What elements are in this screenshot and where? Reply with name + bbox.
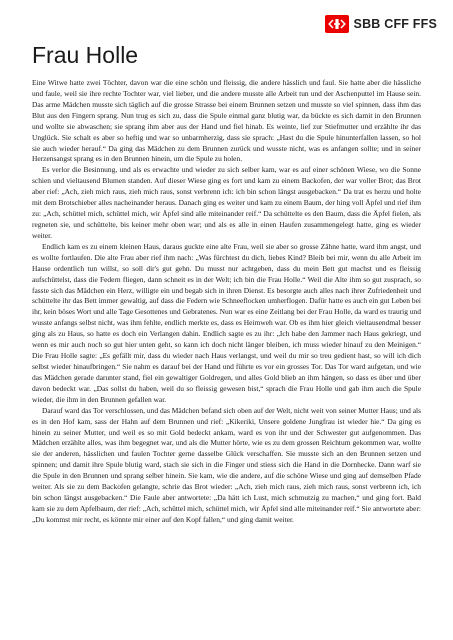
paragraph-3: Endlich kam es zu einem kleinen Haus, daraus guckte eine alte Frau, weil sie aber so grosse Zähne hatte, ward ihm angst, und es wollte fortlaufen. Die alte Frau aber rief ihm nach: „Was fürchtest du dich, liebes Kind? Bleib bei mir, wenn du alle Arbeit im Hause ordentlich tun willst, so soll dir's gut gehn. Du musst nur achtgeben, dass du mein Bett gut machst und es fleissig aufschüttelst, dass die Federn fliegen, dann schneit es in der Welt; ich bin die Frau Holle.“ Weil die Alte ihm so gut zusprach, so fasste sich das Mädchen ein Herz, willigte ein und begab sich in ihren Dienst. Es besorgte auch alles nach ihrer Zufriedenheit und schüttelte ihr das Bett immer gewaltig, auf dass die Federn wie Schneeflocken umherflogen. Dafür hatte es auch ein gut Leben bei ihr, kein böses Wort und alle Tage Gesottenes und Gebratenes. Nun war es eine Zeitlang bei der Frau Holle, da ward es traurig und wusste anfangs selbst nicht, was ihm fehlte, endlich merkte es, dass es Heimweh war. Ob es ihm hier gleich vieltausendmal besser ging als zu Haus, so hatte es doch ein Verlangen dahin. Endlich sagte es zu ihr: „Ich habe den Jammer nach Haus gekriegt, und wenn es mir auch noch so gut hier unten geht, so kann ich doch nicht länger bleiben, ich muss wieder hinauf zu den Meinigen.“ Die Frau Holle sagte: „Es gefällt mir, dass du wieder nach Haus verlangst, und weil du mir so treu gedient hast, so will ich dich selbst wieder hinaufbringen.“ Sie nahm es darauf bei der Hand und führte es vor ein grosses Tor. Das Tor ward aufgetan, und wie das Mädchen gerade darunter stand, fiel ein gewaltiger Goldregen, und alles Gold blieb an ihm hängen, so dass es über und über davon bedeckt war. „Das sollst du haben, weil du so fleissig gewesen bist,“ sprach die Frau Holle und gab ihm auch die Spule wieder, die ihm in den Brunnen gefallen war. (32, 241, 421, 404)
logo-text: SBB CFF FFS (353, 17, 437, 31)
double-arrow-icon (328, 18, 346, 30)
sbb-logo (325, 15, 437, 33)
page-title: Frau Holle (32, 42, 139, 68)
paragraph-2: Es verlor die Besinnung, und als es erwachte und wieder zu sich selber kam, war es auf einer schönen Wiese, wo die Sonne schien und vieltausend Blumen standen. Auf dieser Wiese ging es fort und kam zu einem Backofen, der war voller Brot; das Brot aber rief: „Ach, zieh mich raus, zieh mich raus, sonst verbrenn ich: ich bin schon längst ausgebacken.“ Da trat es herzu und holte mit dem Brotschieber alles nacheinander heraus. Danach ging es weiter und kam zu einem Baum, der hing voll Äpfel und rief ihm zu: „Ach, schüttel mich, schüttel mich, wir Äpfel sind alle miteinander reif.“ Da schüttelte es den Baum, dass die Äpfel fielen, als regneten sie, und schüttelte, bis keiner mehr oben war; und als es alle in einen Haufen zusammengelegt hatte, ging es wieder weiter. (32, 165, 421, 240)
paragraph-4: Darauf ward das Tor verschlossen, und das Mädchen befand sich oben auf der Welt, nicht weit von seiner Mutter Haus; und als es in den Hof kam, sass der Hahn auf dem Brunnen und rief: „Kikeriki, Unsere goldene Jungfrau ist wieder hie.“ Da ging es hinein zu seiner Mutter, und weil es so mit Gold bedeckt ankam, ward es von ihr und der Schwester gut aufgenommen. Das Mädchen erzählte alles, was ihm begegnet war, und als die Mutter hörte, wie es zu dem grossen Reichtum gekommen war, wollte sie der anderen, hässlichen und faulen Tochter gerne dasselbe Glück verschaffen. Sie musste sich an den Brunnen setzen und spinnen; und damit ihre Spule blutig ward, stach sie sich in die Finger und stiess sich die Hand in die Dornhecke. Dann warf sie die Spule in den Brunnen und sprang selber hinein. Sie kam, wie die andere, auf die schöne Wiese und ging auf demselben Pfade weiter. Als sie zu dem Backofen gelangte, schrie das Brot wieder: „Ach, zieh mich raus, zieh mich raus, sonst verbrenn ich, ich bin schon längst ausgebacken.“ Die Faule aber antwortete: „Da hätt ich Lust, mich schmutzig zu machen,“ und ging fort. Bald kam sie zu dem Apfelbaum, der rief: „Ach, schüttel mich, schüttel mich, wir Äpfel sind alle miteinander reif.“ Sie antwortete aber: „Du kommst mir recht, es könnte mir einer auf den Kopf fallen,“ und ging damit weiter. (32, 405, 421, 524)
story-body (32, 78, 421, 526)
paragraph-1: Eine Witwe hatte zwei Töchter, davon war die eine schön und fleissig, die andere hässlich und faul. Sie hatte aber die hässliche und faule, weil sie ihre rechte Tochter war, viel lieber, und die andere musste alle Arbeit tun und der Aschenputtel im Hause sein. Das arme Mädchen musste sich täglich auf die grosse Strasse bei einem Brunnen setzen und musste so viel spinnen, dass ihm das Blut aus den Fingern sprang. Nun trug es sich zu, dass die Spule einmal ganz blutig war, da bückte es sich damit in den Brunnen und wollte sie abwaschen; sie sprang ihm aber aus der Hand und fiel hinab. Es weinte, lief zur Stiefmutter und erzählte ihr das Unglück. Sie schalt es aber so heftig und war so unbarmherzig, dass sie sprach: „Hast du die Spule hinunterfallen lassen, so hol sie auch wieder herauf.“ Da ging das Mädchen zu dem Brunnen zurück und wusste nicht, was es anfangen sollte; und in seiner Herzensangst sprang es in den Brunnen hinein, um die Spule zu holen. (32, 78, 421, 164)
sbb-logo-icon (325, 15, 349, 33)
